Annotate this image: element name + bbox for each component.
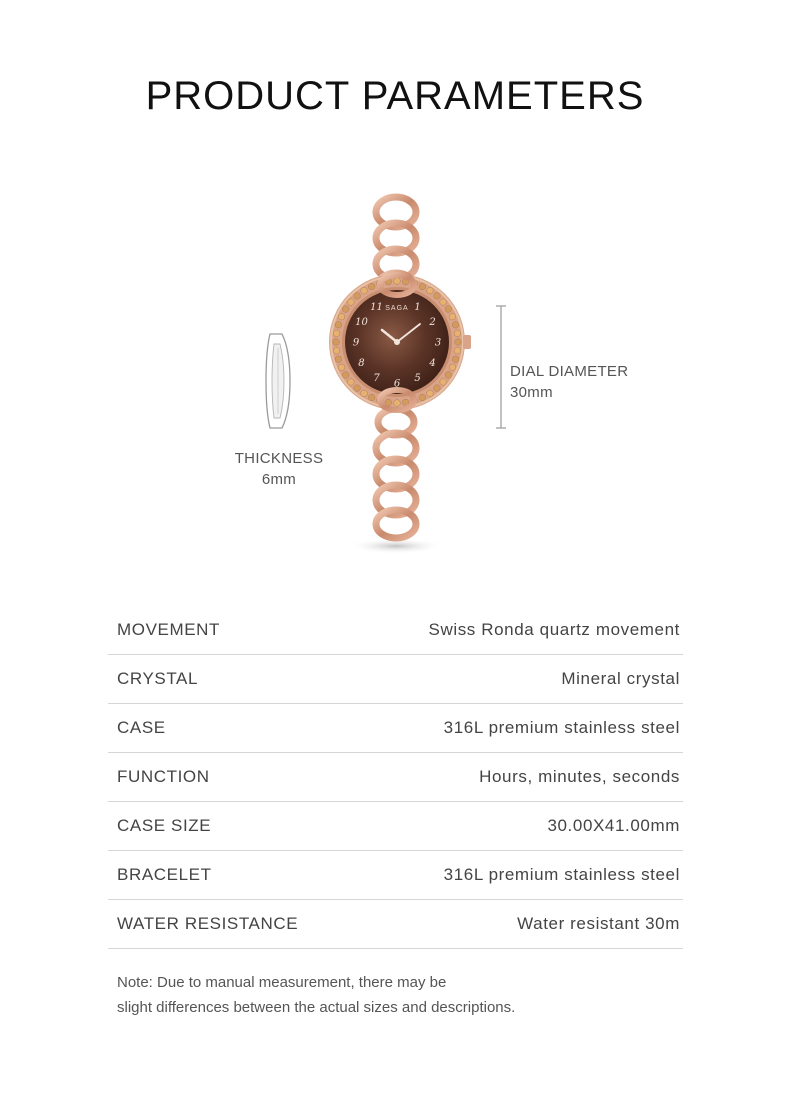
dial-numeral: 1: [414, 301, 421, 313]
bezel-stone: [394, 400, 401, 407]
bezel-stone: [452, 356, 459, 363]
bezel-stone: [434, 385, 441, 392]
thickness-caption: [222, 448, 336, 490]
spec-row-case: [108, 704, 683, 753]
dial-numeral: 9: [352, 337, 360, 349]
dial-numeral: 4: [429, 358, 436, 369]
note-line-1: Note: Due to manual measurement, there may be: [117, 974, 447, 991]
dial-numeral: 6: [393, 378, 401, 390]
bezel-stone: [445, 306, 452, 313]
bezel-stone: [333, 339, 340, 346]
spec-label: FUNCTION: [117, 767, 210, 786]
dial-diameter-label: DIAL DIAMETER: [510, 363, 629, 380]
bezel-stone: [419, 283, 426, 290]
bezel-stone: [449, 364, 456, 371]
spec-label: MOVEMENT: [117, 620, 221, 639]
spec-label: BRACELET: [117, 865, 212, 884]
bezel-stone: [445, 372, 452, 379]
spec-table: [108, 606, 683, 949]
spec-row-case-size: [108, 802, 683, 851]
spec-row-movement: [108, 606, 683, 655]
spec-value: Swiss Ronda quartz movement: [428, 620, 680, 639]
page-title: PRODUCT PARAMETERS: [145, 74, 645, 118]
dial-numeral: 7: [373, 373, 380, 385]
bezel-stone: [348, 379, 355, 386]
bezel-stone: [361, 287, 368, 294]
watch-side-profile-image: [256, 330, 300, 432]
dial-numeral: 3: [434, 337, 442, 349]
spec-value: 316L premium stainless steel: [443, 865, 680, 884]
spec-label: CRYSTAL: [117, 669, 199, 688]
bezel-stone: [455, 339, 462, 346]
dial-numeral: 10: [355, 317, 368, 328]
spec-value: 316L premium stainless steel: [443, 718, 680, 737]
spec-label: CASE SIZE: [117, 816, 212, 835]
dial-numeral: 8: [358, 358, 365, 369]
spec-value: Hours, minutes, seconds: [479, 767, 680, 786]
bezel-stone: [419, 394, 426, 401]
bezel-stone: [434, 293, 441, 300]
thickness-label: THICKNESS: [234, 450, 324, 467]
bezel-stone: [335, 322, 342, 329]
spec-value: 30.00X41.00mm: [547, 816, 680, 835]
spec-label: WATER RESISTANCE: [117, 914, 299, 933]
bezel-stone: [427, 287, 434, 294]
dial-numeral: 5: [414, 373, 421, 385]
note-line-2: slight differences between the actual sizes and descriptions.: [117, 999, 516, 1016]
bezel-stone: [368, 283, 375, 290]
bezel-stone: [342, 372, 349, 379]
bezel-stone: [454, 347, 461, 354]
bezel-stone: [335, 356, 342, 363]
watch-front-image: [320, 190, 480, 560]
spec-label: CASE: [117, 718, 166, 737]
thickness-value: 6mm: [261, 471, 297, 488]
spec-row-crystal: [108, 655, 683, 704]
dial-diameter-caption: [510, 361, 628, 403]
spec-value: Water resistant 30m: [517, 914, 680, 933]
bezel-stone: [449, 313, 456, 320]
bezel-stone: [454, 330, 461, 337]
bezel-stone: [361, 390, 368, 397]
spec-row-bracelet: [108, 851, 683, 900]
spec-row-water-resistance: [108, 900, 683, 949]
bezel-stone: [338, 313, 345, 320]
bezel-stone: [354, 293, 361, 300]
bezel-stone: [342, 306, 349, 313]
bezel-stone: [394, 278, 401, 285]
bezel-stone: [338, 364, 345, 371]
bezel-stone: [427, 390, 434, 397]
bezel-stone: [368, 394, 375, 401]
lower-bracelet: [376, 409, 416, 538]
bezel-stone: [333, 330, 340, 337]
dial-numeral: 11: [370, 301, 383, 313]
dial-numeral: 2: [429, 317, 436, 328]
bezel-stone: [348, 299, 355, 306]
bezel-stone: [440, 379, 447, 386]
bezel-stone: [452, 322, 459, 329]
bezel-stone: [440, 299, 447, 306]
spec-value: Mineral crystal: [561, 669, 680, 688]
spec-row-function: [108, 753, 683, 802]
measurement-note: [117, 970, 637, 1020]
dial-diameter-bracket: [495, 305, 507, 429]
dial-diameter-value: 30mm: [510, 384, 553, 401]
bezel-stone: [333, 347, 340, 354]
bezel-stone: [354, 385, 361, 392]
svg-text:SAGA: SAGA: [385, 305, 409, 312]
